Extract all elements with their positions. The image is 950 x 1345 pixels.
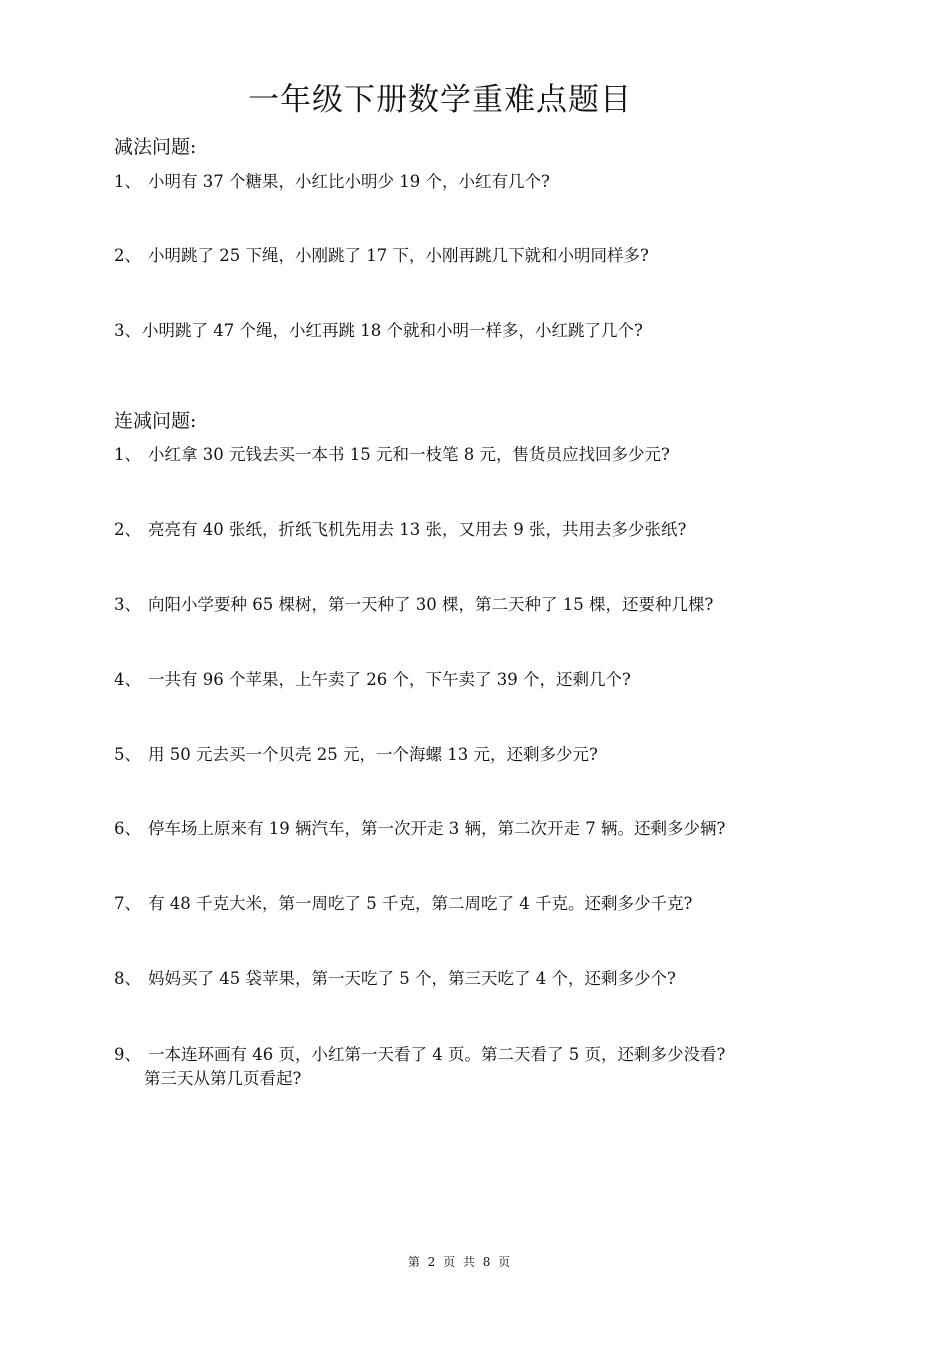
question-text: 向阳小学要种 65 棵树，第一天种了 30 棵，第二天种了 15 棵，还要种几棵? [148, 595, 714, 614]
question-2 [114, 518, 686, 542]
question-number: 6、 [114, 819, 141, 838]
question-5 [114, 743, 598, 767]
question-number: 9、 [114, 1045, 141, 1064]
question-3 [114, 593, 713, 617]
question-2 [114, 244, 649, 268]
question-number: 1、 [114, 172, 141, 191]
question-text: 一本连环画有 46 页，小红第一天看了 4 页。第二天看了 5 页，还剩多少没看? [148, 1045, 726, 1064]
question-text: 小明跳了 47 个绳，小红再跳 18 个就和小明一样多，小红跳了几个? [142, 321, 643, 340]
question-text: 用 50 元去买一个贝壳 25 元，一个海螺 13 元，还剩多少元? [148, 745, 598, 764]
question-6 [114, 817, 725, 841]
question-number: 8、 [114, 969, 141, 988]
question-number: 3、 [114, 595, 141, 614]
question-1 [114, 443, 670, 467]
question-8 [114, 967, 676, 991]
section-heading-subtraction: 减法问题: [114, 136, 197, 158]
question-text: 有 48 千克大米，第一周吃了 5 千克，第二周吃了 4 千克。还剩多少千克? [148, 894, 693, 913]
question-9 [114, 1043, 725, 1091]
question-text: 小明跳了 25 下绳，小刚跳了 17 下，小刚再跳几下就和小明同样多? [148, 246, 649, 265]
question-text: 亮亮有 40 张纸，折纸飞机先用去 13 张，又用去 9 张，共用去多少张纸? [148, 520, 687, 539]
question-text-continuation: 第三天从第几页看起? [144, 1069, 302, 1088]
page-footer: 第 2 页 共 8 页 [407, 1255, 513, 1269]
question-number: 1、 [114, 445, 141, 464]
question-7 [114, 892, 692, 916]
question-text: 小红拿 30 元钱去买一本书 15 元和一枝笔 8 元，售货员应找回多少元? [148, 445, 670, 464]
question-4 [114, 668, 631, 692]
question-number: 7、 [114, 894, 141, 913]
question-1 [114, 170, 550, 194]
question-number: 2、 [114, 246, 141, 265]
question-number: 2、 [114, 520, 141, 539]
section-heading-consecutive-subtraction: 连减问题: [114, 410, 197, 432]
question-text: 小明有 37 个糖果，小红比小明少 19 个，小红有几个? [148, 172, 550, 191]
question-number: 4、 [114, 670, 141, 689]
question-number: 5、 [114, 745, 141, 764]
question-text: 妈妈买了 45 袋苹果，第一天吃了 5 个，第三天吃了 4 个，还剩多少个? [148, 969, 676, 988]
question-text: 一共有 96 个苹果，上午卖了 26 个，下午卖了 39 个，还剩几个? [148, 670, 631, 689]
question-text: 停车场上原来有 19 辆汽车，第一次开走 3 辆，第二次开走 7 辆。还剩多少辆? [148, 819, 726, 838]
question-3 [114, 319, 643, 343]
page-title: 一年级下册数学重难点题目 [248, 82, 632, 118]
question-number: 3、 [114, 321, 141, 340]
